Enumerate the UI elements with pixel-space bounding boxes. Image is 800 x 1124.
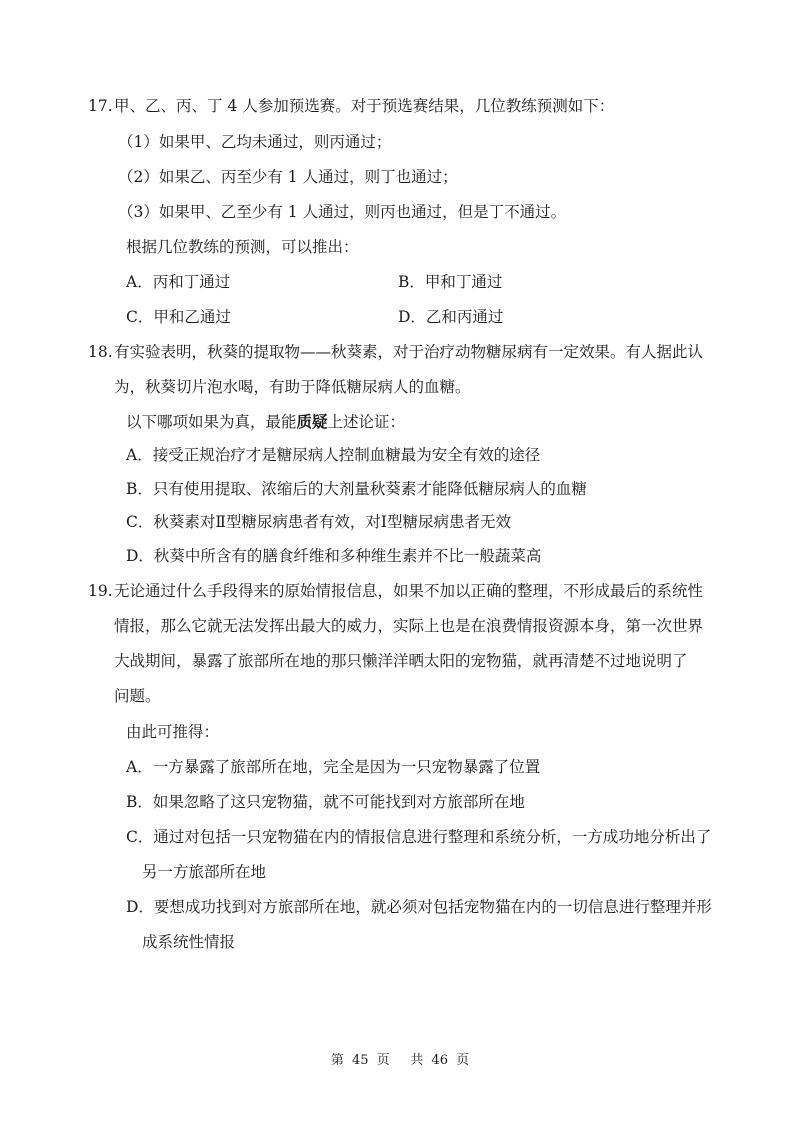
option-b[interactable]: B．如果忽略了这只宠物猫，就不可能找到对方旅部所在地 — [126, 793, 525, 811]
question-prompt: 由此可推得： — [126, 723, 220, 741]
question-prompt: 根据几位教练的预测，可以推出： — [126, 238, 359, 256]
total-pages-number: 46 — [431, 1053, 448, 1068]
question-stem-line: 为，秋葵切片泡水喝，有助于降低糖尿病人的血糖。 — [114, 378, 471, 396]
question-number: 19. — [88, 582, 113, 600]
page-prefix: 第 — [330, 1053, 344, 1068]
condition-1: （1）如果甲、乙均未通过，则丙通过； — [118, 133, 392, 151]
current-page-number: 45 — [352, 1053, 369, 1068]
option-a[interactable]: A．一方暴露了旅部所在地，完全是因为一只宠物暴露了位置 — [126, 758, 541, 776]
question-number: 17. — [88, 97, 113, 115]
option-b[interactable]: B．只有使用提取、浓缩后的大剂量秋葵素才能降低糖尿病人的血糖 — [126, 480, 587, 498]
page-word: 页 — [376, 1053, 390, 1068]
prompt-before: 以下哪项如果为真，最能 — [126, 413, 297, 431]
prompt-after: 上述论证： — [327, 413, 406, 431]
option-d-continuation: 成系统性情报 — [142, 933, 236, 951]
question-stem-line: 情报，那么它就无法发挥出最大的威力，实际上也是在浪费情报资源本身，第一次世界 — [114, 617, 704, 635]
question-stem-line: 大战期间，暴露了旅部所在地的那只懒洋洋晒太阳的宠物猫，就再清楚不过地说明了 — [114, 652, 688, 670]
total-prefix: 共 — [410, 1053, 424, 1068]
option-c-continuation: 另一方旅部所在地 — [142, 863, 267, 881]
page-footer — [0, 1052, 800, 1070]
condition-3: （3）如果甲、乙至少有 1 人通过，则丙也通过，但是丁不通过。 — [118, 203, 567, 221]
total-suffix: 页 — [456, 1053, 470, 1068]
question-stem-line: 问题。 — [114, 687, 161, 705]
option-c[interactable]: C．甲和乙通过 — [126, 308, 231, 326]
question-stem-line: 无论通过什么手段得来的原始情报信息，如果不加以正确的整理，不形成最后的系统性 — [114, 582, 704, 600]
condition-2: （2）如果乙、丙至少有 1 人通过，则丁也通过； — [118, 168, 458, 186]
option-a[interactable]: A．丙和丁通过 — [126, 273, 231, 291]
question-number: 18. — [88, 343, 113, 361]
prompt-emphasis: 质疑 — [296, 412, 328, 431]
option-b[interactable]: B．甲和丁通过 — [398, 273, 503, 291]
option-d[interactable]: D．要想成功找到对方旅部所在地，就必须对包括宠物猫在内的一切信息进行整理并形 — [126, 898, 712, 916]
question-stem-line: 甲、乙、丙、丁 4 人参加预选赛。对于预选赛结果，几位教练预测如下： — [114, 97, 615, 115]
question-prompt — [126, 412, 405, 432]
option-d[interactable]: D．秋葵中所含有的膳食纤维和多种维生素并不比一般蔬菜高 — [126, 547, 542, 565]
option-c[interactable]: C．秋葵素对Ⅱ型糖尿病患者有效，对Ⅰ型糖尿病患者无效 — [126, 513, 512, 531]
option-a[interactable]: A．接受正规治疗才是糖尿病人控制血糖最为安全有效的途径 — [126, 446, 541, 464]
option-d[interactable]: D．乙和丙通过 — [398, 308, 504, 326]
option-c[interactable]: C．通过对包括一只宠物猫在内的情报信息进行整理和系统分析，一方成功地分析出了 — [126, 828, 712, 846]
question-stem-line: 有实验表明，秋葵的提取物——秋葵素，对于治疗动物糖尿病有一定效果。有人据此认 — [114, 343, 704, 361]
